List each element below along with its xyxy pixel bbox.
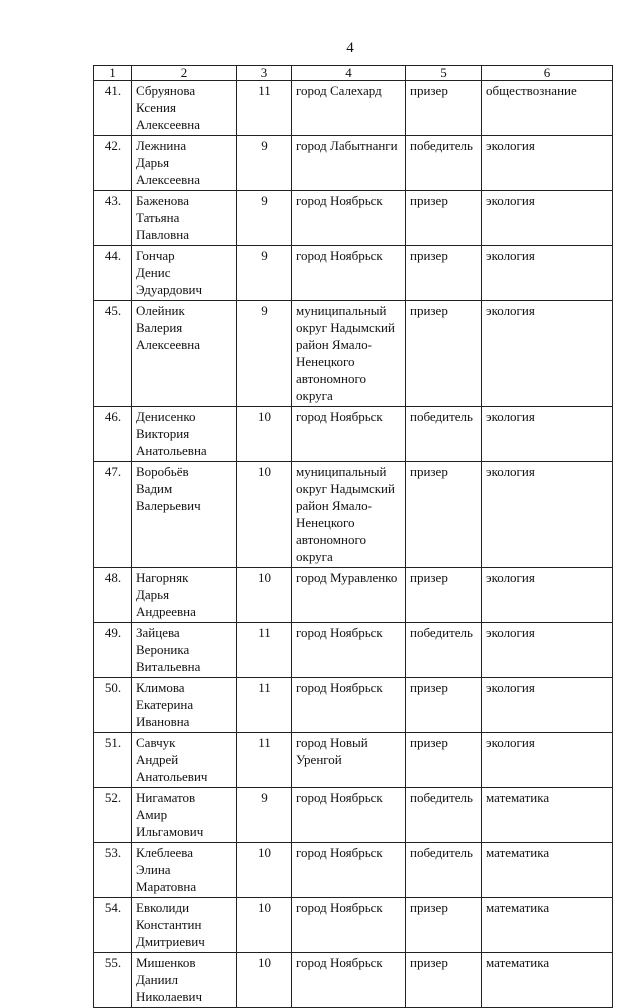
name-part: Павловна xyxy=(136,227,189,242)
territory-cell: город Ноябрьск xyxy=(292,788,406,843)
table-row xyxy=(94,301,613,407)
grade-cell: 10 xyxy=(237,898,292,953)
name-part: Савчук xyxy=(136,735,176,750)
grade-cell: 9 xyxy=(237,191,292,246)
name-part: Лежнина xyxy=(136,138,187,153)
territory-cell: город Ноябрьск xyxy=(292,953,406,1008)
column-header: 3 xyxy=(237,66,292,81)
territory-cell: город Муравленко xyxy=(292,568,406,623)
table-row xyxy=(94,136,613,191)
grade-cell: 11 xyxy=(237,623,292,678)
participant-name xyxy=(132,246,237,301)
grade-cell: 9 xyxy=(237,301,292,407)
grade-cell: 10 xyxy=(237,953,292,1008)
status-cell: призер xyxy=(406,953,482,1008)
subject-cell: математика xyxy=(482,788,613,843)
header-row xyxy=(94,66,613,81)
column-header: 1 xyxy=(94,66,132,81)
status-cell: победитель xyxy=(406,407,482,462)
name-part: Дмитриевич xyxy=(136,934,205,949)
row-number: 50. xyxy=(94,678,132,733)
row-number: 51. xyxy=(94,733,132,788)
participant-name xyxy=(132,568,237,623)
participant-name xyxy=(132,407,237,462)
subject-cell: экология xyxy=(482,733,613,788)
name-part: Евколиди xyxy=(136,900,190,915)
status-cell: призер xyxy=(406,246,482,301)
table-header xyxy=(94,66,613,81)
row-number: 45. xyxy=(94,301,132,407)
table-row xyxy=(94,953,613,1008)
column-header: 6 xyxy=(482,66,613,81)
row-number: 44. xyxy=(94,246,132,301)
name-part: Вадим xyxy=(136,481,173,496)
grade-cell: 10 xyxy=(237,407,292,462)
name-part: Воробьёв xyxy=(136,464,189,479)
page-number: 4 xyxy=(346,40,354,56)
row-number: 48. xyxy=(94,568,132,623)
name-part: Маратовна xyxy=(136,879,197,894)
territory-cell: город Новый Уренгой xyxy=(292,733,406,788)
participant-name xyxy=(132,136,237,191)
participant-name xyxy=(132,623,237,678)
participant-name xyxy=(132,788,237,843)
row-number: 46. xyxy=(94,407,132,462)
name-part: Ивановна xyxy=(136,714,190,729)
column-header: 5 xyxy=(406,66,482,81)
name-part: Нигаматов xyxy=(136,790,196,805)
table-row xyxy=(94,462,613,568)
name-part: Андрей xyxy=(136,752,179,767)
territory-cell: город Ноябрьск xyxy=(292,407,406,462)
grade-cell: 11 xyxy=(237,81,292,136)
participant-name xyxy=(132,191,237,246)
name-part: Климова xyxy=(136,680,185,695)
name-part: Амир xyxy=(136,807,168,822)
status-cell: призер xyxy=(406,462,482,568)
name-part: Зайцева xyxy=(136,625,180,640)
participant-name xyxy=(132,301,237,407)
territory-cell: муниципальный округ Надымский район Ямало-Ненецкого автономного округа xyxy=(292,462,406,568)
name-part: Константин xyxy=(136,917,202,932)
column-header: 4 xyxy=(292,66,406,81)
subject-cell: математика xyxy=(482,843,613,898)
status-cell: призер xyxy=(406,898,482,953)
territory-cell: город Ноябрьск xyxy=(292,191,406,246)
grade-cell: 9 xyxy=(237,246,292,301)
name-part: Ильгамович xyxy=(136,824,204,839)
participant-name xyxy=(132,733,237,788)
name-part: Вероника xyxy=(136,642,190,657)
territory-cell: город Лабытнанги xyxy=(292,136,406,191)
name-part: Екатерина xyxy=(136,697,194,712)
status-cell: победитель xyxy=(406,136,482,191)
name-part: Татьяна xyxy=(136,210,180,225)
participant-name xyxy=(132,953,237,1008)
status-cell: призер xyxy=(406,568,482,623)
table-row xyxy=(94,623,613,678)
name-part: Денис xyxy=(136,265,171,280)
subject-cell: обществознание xyxy=(482,81,613,136)
table-row xyxy=(94,81,613,136)
subject-cell: математика xyxy=(482,953,613,1008)
subject-cell: экология xyxy=(482,136,613,191)
row-number: 54. xyxy=(94,898,132,953)
grade-cell: 10 xyxy=(237,462,292,568)
name-part: Эдуардович xyxy=(136,282,203,297)
name-part: Андреевна xyxy=(136,604,196,619)
table-row xyxy=(94,191,613,246)
name-part: Сбруянова xyxy=(136,83,196,98)
grade-cell: 10 xyxy=(237,568,292,623)
name-part: Денисенко xyxy=(136,409,196,424)
name-part: Николаевич xyxy=(136,989,202,1004)
results-table xyxy=(93,65,613,1008)
grade-cell: 10 xyxy=(237,843,292,898)
name-part: Гончар xyxy=(136,248,175,263)
territory-cell: муниципальный округ Надымский район Ямало-Ненецкого автономного округа xyxy=(292,301,406,407)
name-part: Даниил xyxy=(136,972,178,987)
name-part: Дарья xyxy=(136,587,170,602)
name-part: Клеблеева xyxy=(136,845,193,860)
participant-name xyxy=(132,462,237,568)
name-part: Дарья xyxy=(136,155,170,170)
territory-cell: город Ноябрьск xyxy=(292,246,406,301)
row-number: 43. xyxy=(94,191,132,246)
subject-cell: экология xyxy=(482,191,613,246)
subject-cell: экология xyxy=(482,623,613,678)
name-part: Виктория xyxy=(136,426,190,441)
subject-cell: экология xyxy=(482,246,613,301)
territory-cell: город Ноябрьск xyxy=(292,843,406,898)
grade-cell: 11 xyxy=(237,733,292,788)
name-part: Элина xyxy=(136,862,171,877)
territory-cell: город Ноябрьск xyxy=(292,623,406,678)
table-row xyxy=(94,843,613,898)
status-cell: призер xyxy=(406,733,482,788)
column-header: 2 xyxy=(132,66,237,81)
subject-cell: экология xyxy=(482,678,613,733)
subject-cell: экология xyxy=(482,568,613,623)
territory-cell: город Салехард xyxy=(292,81,406,136)
table-row xyxy=(94,568,613,623)
table-row xyxy=(94,678,613,733)
table-body xyxy=(94,81,613,1008)
name-part: Мишенков xyxy=(136,955,196,970)
table-row xyxy=(94,788,613,843)
participant-name xyxy=(132,898,237,953)
row-number: 49. xyxy=(94,623,132,678)
subject-cell: экология xyxy=(482,462,613,568)
name-part: Анатольевич xyxy=(136,769,208,784)
status-cell: победитель xyxy=(406,843,482,898)
name-part: Алексеевна xyxy=(136,337,200,352)
territory-cell: город Ноябрьск xyxy=(292,678,406,733)
row-number: 41. xyxy=(94,81,132,136)
name-part: Олейник xyxy=(136,303,185,318)
participant-name xyxy=(132,843,237,898)
table-row xyxy=(94,898,613,953)
name-part: Баженова xyxy=(136,193,190,208)
table-row xyxy=(94,246,613,301)
table-row xyxy=(94,733,613,788)
table-row xyxy=(94,407,613,462)
name-part: Алексеевна xyxy=(136,172,200,187)
status-cell: победитель xyxy=(406,788,482,843)
grade-cell: 9 xyxy=(237,788,292,843)
status-cell: призер xyxy=(406,81,482,136)
name-part: Нагорняк xyxy=(136,570,189,585)
row-number: 42. xyxy=(94,136,132,191)
row-number: 55. xyxy=(94,953,132,1008)
name-part: Ксения xyxy=(136,100,176,115)
name-part: Валерьевич xyxy=(136,498,201,513)
status-cell: победитель xyxy=(406,623,482,678)
name-part: Алексеевна xyxy=(136,117,200,132)
subject-cell: экология xyxy=(482,301,613,407)
subject-cell: математика xyxy=(482,898,613,953)
status-cell: призер xyxy=(406,301,482,407)
participant-name xyxy=(132,81,237,136)
grade-cell: 9 xyxy=(237,136,292,191)
grade-cell: 11 xyxy=(237,678,292,733)
status-cell: призер xyxy=(406,191,482,246)
name-part: Анатольевна xyxy=(136,443,207,458)
territory-cell: город Ноябрьск xyxy=(292,898,406,953)
row-number: 47. xyxy=(94,462,132,568)
status-cell: призер xyxy=(406,678,482,733)
subject-cell: экология xyxy=(482,407,613,462)
participant-name xyxy=(132,678,237,733)
row-number: 53. xyxy=(94,843,132,898)
name-part: Валерия xyxy=(136,320,183,335)
name-part: Витальевна xyxy=(136,659,201,674)
row-number: 52. xyxy=(94,788,132,843)
